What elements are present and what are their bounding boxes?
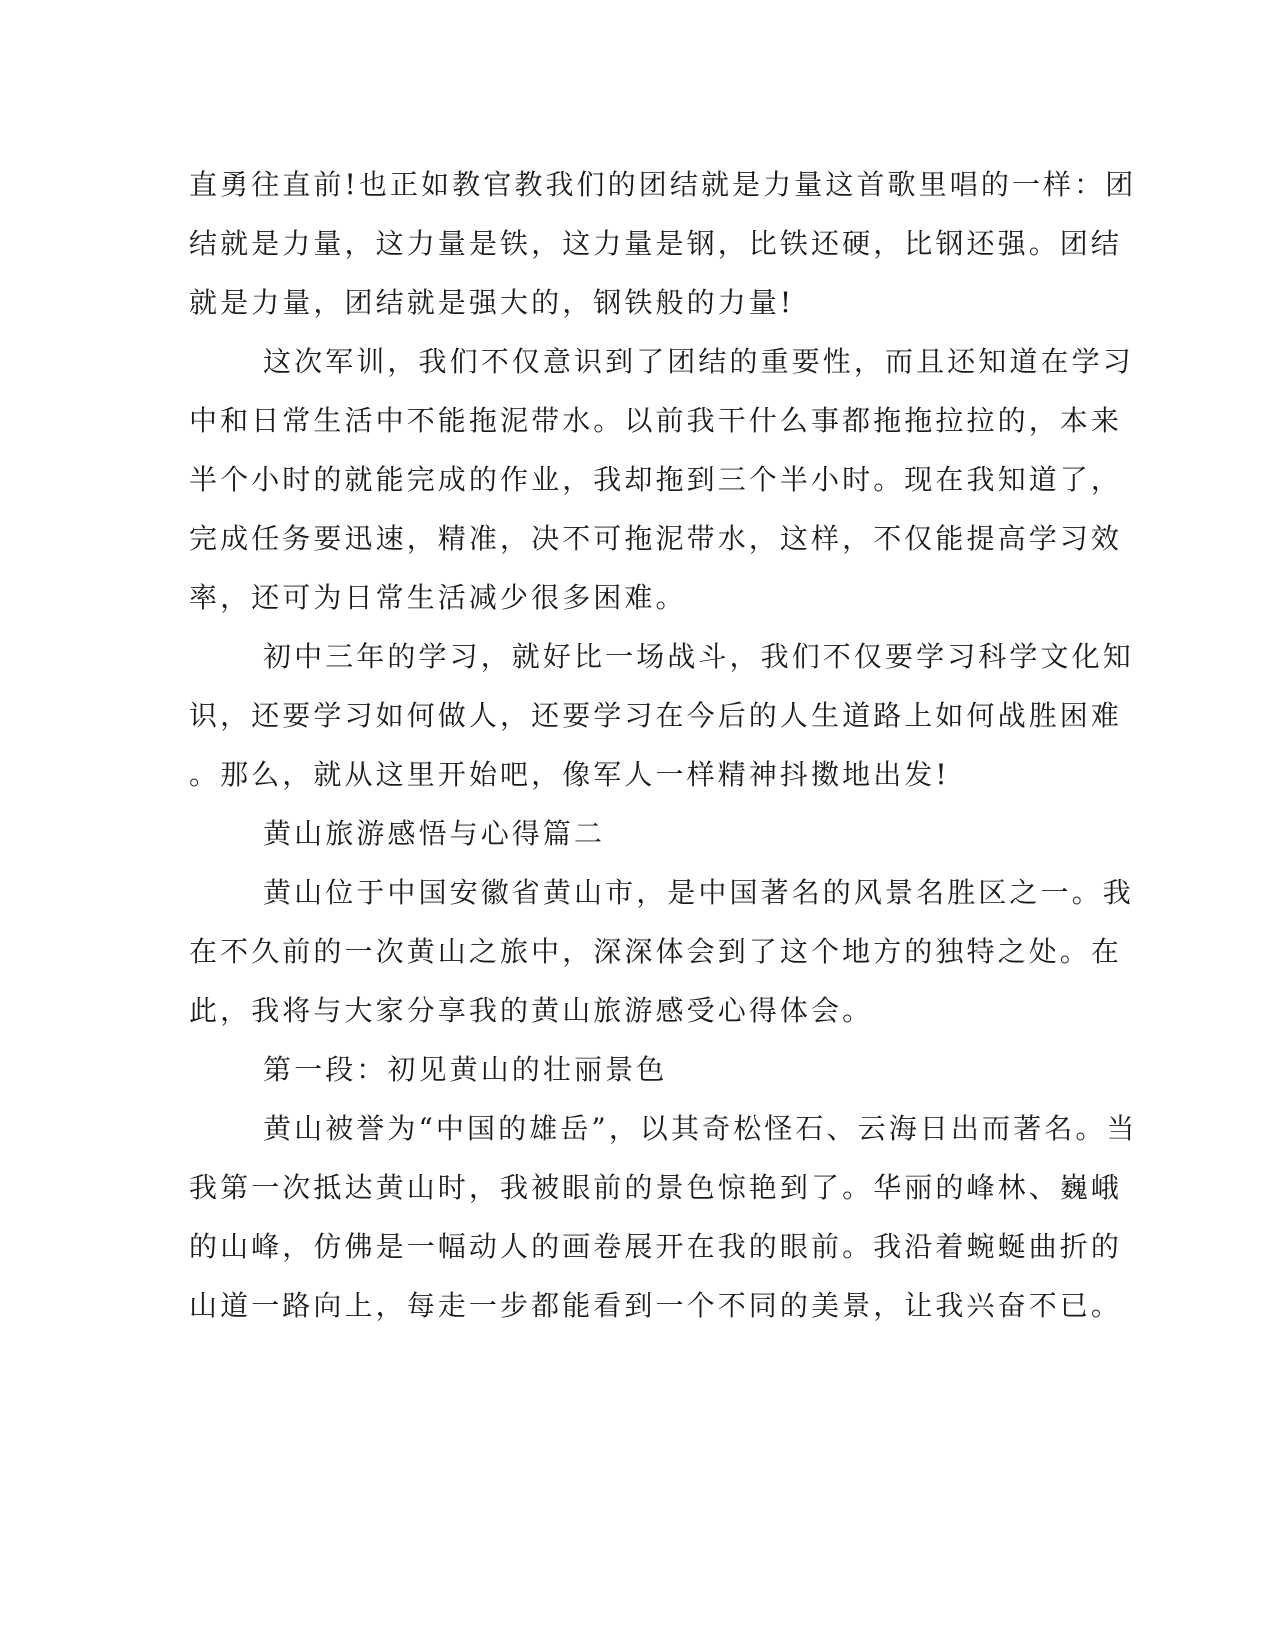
paragraph-first-line: 黄山位于中国安徽省黄山市，是中国著名的风景名胜区之一。我 [263, 876, 1134, 909]
text-line: 半个小时的就能完成的作业，我却拖到三个半小时。现在我知道了， [189, 463, 1123, 496]
text-line: 在不久前的一次黄山之旅中，深深体会到了这个地方的独特之处。在 [189, 935, 1123, 968]
text-line: 。那么，就从这里开始吧，像军人一样精神抖擞地出发! [189, 758, 950, 791]
text-line: 山道一路向上，每走一步都能看到一个不同的美景，让我兴奋不已。 [189, 1289, 1123, 1322]
section-heading: 第一段：初见黄山的壮丽景色 [263, 1053, 668, 1086]
text-line: 完成任务要迅速，精准，决不可拖泥带水，这样，不仅能提高学习效 [189, 522, 1123, 555]
text-line: 直勇往直前!也正如教官教我们的团结就是力量这首歌里唱的一样：团 [189, 168, 1137, 201]
paragraph-first-line: 初中三年的学习，就好比一场战斗，我们不仅要学习科学文化知 [263, 640, 1134, 673]
text-line: 就是力量，团结就是强大的，钢铁般的力量! [189, 286, 795, 319]
section-heading: 黄山旅游感悟与心得篇二 [263, 817, 606, 850]
paragraph-first-line: 这次军训，我们不仅意识到了团结的重要性，而且还知道在学习 [263, 345, 1134, 378]
text-line: 识，还要学习如何做人，还要学习在今后的人生道路上如何战胜困难 [189, 699, 1123, 732]
text-line: 中和日常生活中不能拖泥带水。以前我干什么事都拖拖拉拉的，本来 [189, 404, 1123, 437]
text-line: 的山峰，仿佛是一幅动人的画卷展开在我的眼前。我沿着蜿蜒曲折的 [189, 1230, 1123, 1263]
text-line: 结就是力量，这力量是铁，这力量是钢，比铁还硬，比钢还强。团结 [189, 227, 1123, 260]
text-line: 我第一次抵达黄山时，我被眼前的景色惊艳到了。华丽的峰林、巍峨 [189, 1171, 1123, 1204]
paragraph-first-line: 黄山被誉为“中国的雄岳”，以其奇松怪石、云海日出而著名。当 [263, 1112, 1138, 1145]
text-line: 率，还可为日常生活减少很多困难。 [189, 581, 687, 614]
text-line: 此，我将与大家分享我的黄山旅游感受心得体会。 [189, 994, 874, 1027]
